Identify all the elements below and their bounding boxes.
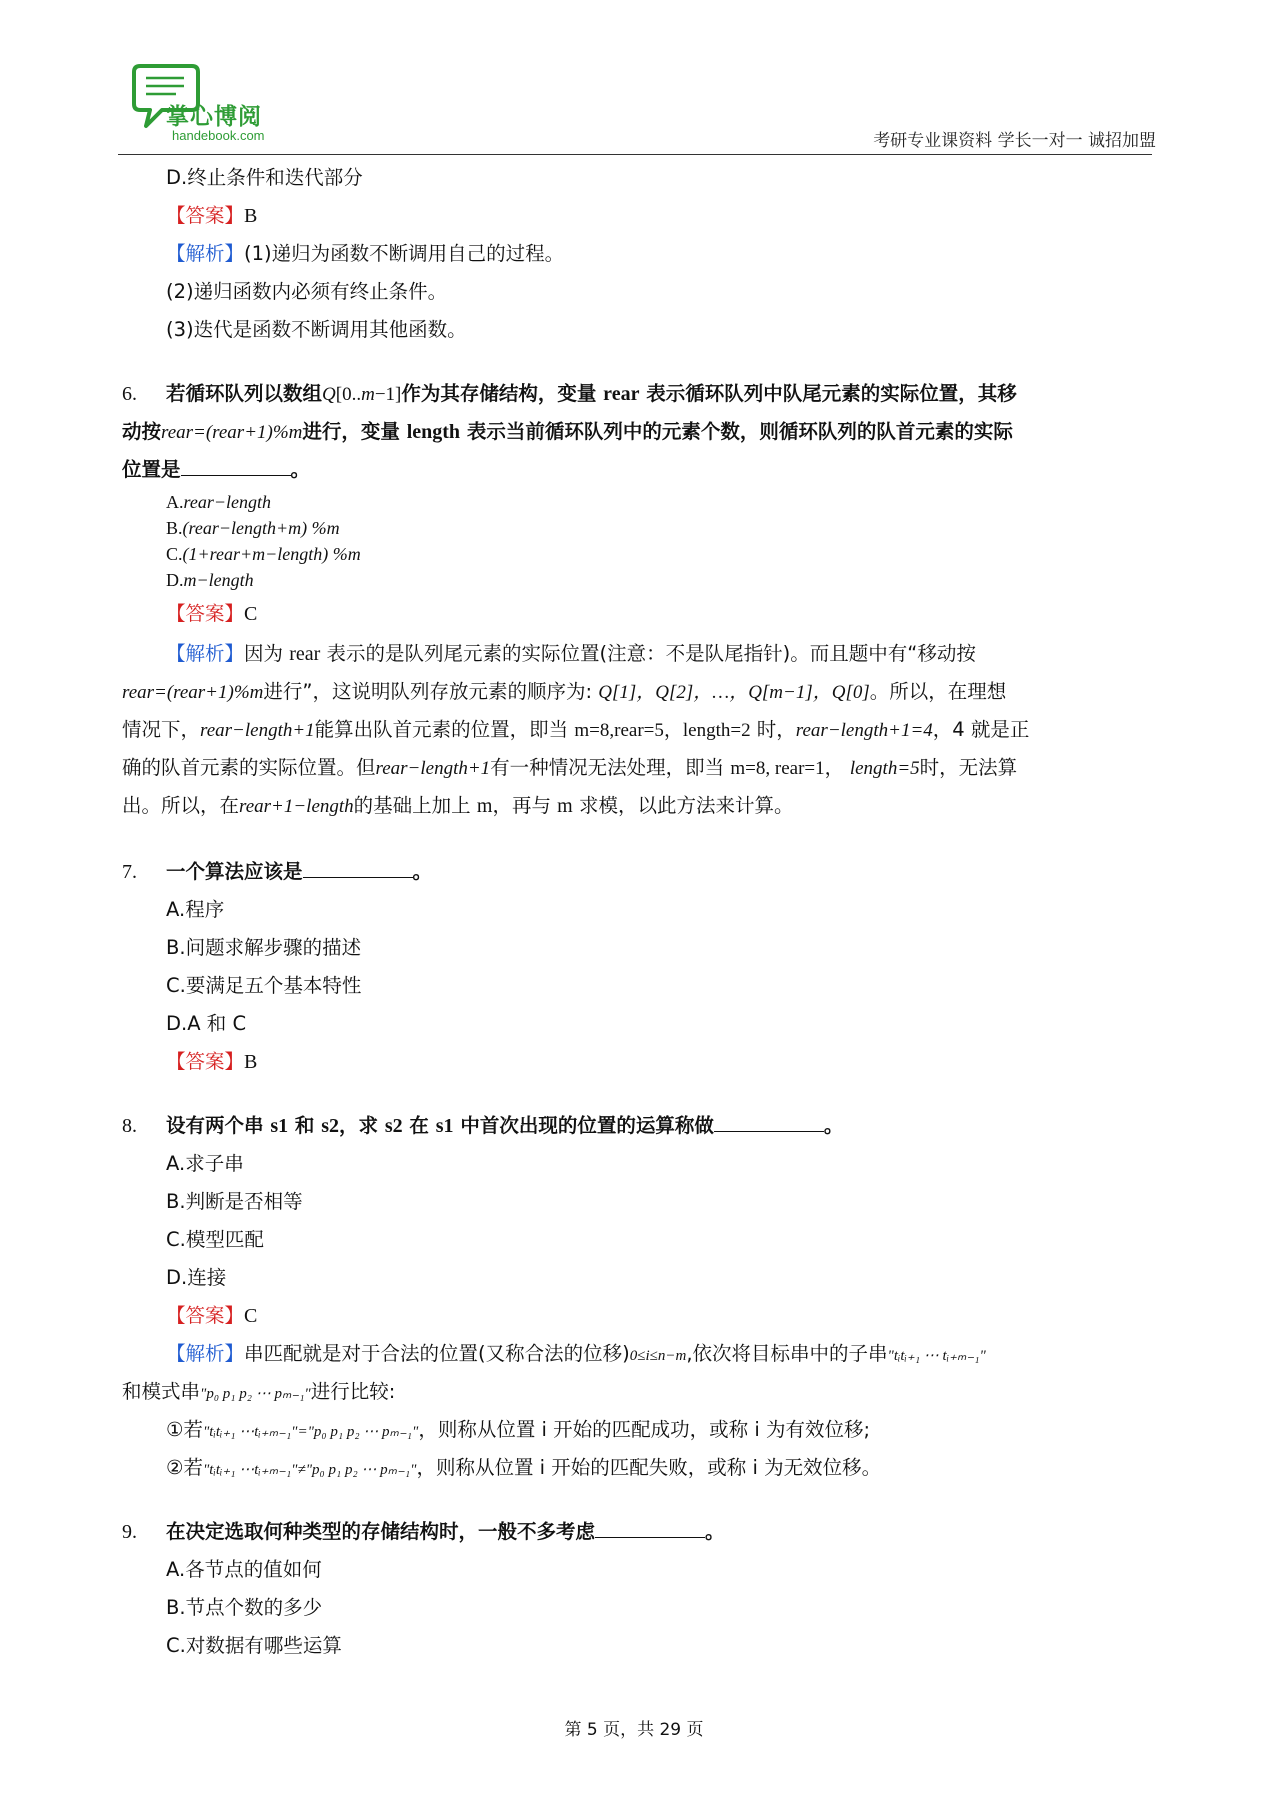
- q8-option-c: C.模型匹配: [166, 1228, 264, 1251]
- option-expr: rear−length: [183, 492, 271, 512]
- option-label: D.: [166, 570, 184, 590]
- handebook-logo: [132, 60, 332, 152]
- q8-text: 设有两个串: [166, 1114, 264, 1137]
- option-expr: m−length: [183, 570, 254, 590]
- header-tagline: 考研专业课资料 学长一对一 诚招加盟: [873, 131, 1156, 151]
- explain-text: ，再与: [492, 794, 551, 817]
- q7-stem: [166, 858, 432, 886]
- q8-explain-line-1: [166, 1340, 986, 1370]
- head-expr: rear−length+1: [375, 758, 491, 779]
- m-term: m: [557, 795, 573, 817]
- explain-tag: 【解析】: [166, 1342, 245, 1365]
- rear-term: rear: [603, 383, 640, 405]
- example-length: length=5: [849, 758, 920, 779]
- explain-text: 有一种情况无法处理，即当: [490, 756, 725, 779]
- q6-answer-line: [166, 600, 257, 628]
- explain-text: 求模，以此方法来计算。: [578, 794, 794, 817]
- math-minus-one: −1]: [374, 384, 402, 405]
- option-label: B.: [166, 518, 183, 538]
- q6-option-d: [166, 568, 254, 592]
- string-s2: s2: [321, 1115, 340, 1137]
- explain-text: ②若: [166, 1456, 203, 1479]
- option-expr: (rear−length+m) %m: [182, 518, 340, 538]
- explain-text: 和模式串: [122, 1380, 201, 1403]
- explain-text: 时，: [756, 718, 796, 741]
- answer-value: C: [244, 603, 258, 625]
- q7-option-d: D.A 和 C: [166, 1012, 247, 1035]
- logo-url-text: handebook.com: [172, 128, 265, 143]
- q6-option-c: [166, 542, 361, 566]
- q6-explain-line-5: [122, 792, 793, 821]
- option-label: A.: [166, 492, 184, 512]
- option-label: C.: [166, 544, 183, 564]
- explain-text: 进行比较:: [310, 1380, 396, 1403]
- string-s1: s1: [270, 1115, 289, 1137]
- q6-explain-line-2: [122, 678, 1006, 707]
- q8-text: 在: [409, 1114, 429, 1137]
- q9-option-a: A.各节点的值如何: [166, 1558, 322, 1581]
- head-expr-result: rear−length+1=4: [795, 720, 933, 741]
- pattern-string: "p₀ p₁ p₂ ⋯ pₘ₋₁": [200, 1386, 311, 1402]
- option-expr: (1+rear+m−length) %m: [182, 544, 361, 564]
- prev-explain-line-1: [166, 240, 564, 268]
- q8-explain-line-2: [122, 1378, 395, 1408]
- q7-option-a: A.程序: [166, 898, 225, 921]
- q6-explain-line-3: [122, 716, 1029, 745]
- match-equality: "tᵢtᵢ₊₁ ⋯tᵢ₊ₘ₋₁"="p₀ p₁ p₂ ⋯ pₘ₋₁": [202, 1424, 419, 1440]
- answer-blank: [303, 859, 413, 878]
- explain-text: ，则称从位置 i 开始的匹配成功，或称 i 为有效位移;: [418, 1418, 871, 1441]
- q8-text: 和: [294, 1114, 315, 1137]
- q8-text: 。: [823, 1114, 844, 1137]
- explain-text: 表示的是队列尾元素的实际位置(注意：不是队尾指针)。而且题中有“移动按: [326, 642, 976, 665]
- explain-text: 串匹配就是对于合法的位置(又称合法的位移): [244, 1342, 630, 1365]
- q7-text: 一个算法应该是: [166, 860, 303, 883]
- q8-option-d: D.连接: [166, 1266, 227, 1289]
- example-values: m=8, rear=1，: [730, 758, 844, 779]
- explain-text: 的基础上加上: [353, 794, 471, 817]
- q8-option-a: A.求子串: [166, 1152, 244, 1175]
- answer-blank: [181, 457, 291, 476]
- explain-text: ，4 就是正: [932, 718, 1030, 741]
- page-number: 第 5 页，共 29 页: [564, 1720, 704, 1740]
- q6-text: 若循环队列以数组: [166, 382, 323, 405]
- q9-text: 。: [705, 1520, 725, 1543]
- q8-text: ，求: [339, 1114, 379, 1137]
- answer-blank: [714, 1113, 824, 1132]
- explain-text: ，则称从位置 i 开始的匹配失败，或称 i 为无效位移。: [416, 1456, 882, 1479]
- q6-text: 。: [290, 458, 311, 481]
- logo-brand-text: 掌心博阅: [166, 104, 262, 130]
- math-q: Q: [322, 384, 336, 405]
- explain-text: 因为: [244, 642, 284, 665]
- string-s1: s1: [435, 1115, 454, 1137]
- q6-text: 位置是: [122, 458, 181, 481]
- head-expr: rear+1−length: [239, 796, 354, 817]
- q6-text: 表示循环队列中队尾元素的实际位置，其移: [646, 382, 1017, 405]
- q8-option-b: B.判断是否相等: [166, 1190, 303, 1213]
- q6-text: 动按: [122, 420, 162, 443]
- explain-text: (1)递归为函数不断调用自己的过程。: [244, 242, 565, 265]
- q8-explain-line-3: [166, 1416, 870, 1446]
- rear-term: rear: [289, 643, 321, 665]
- answer-blank: [595, 1519, 705, 1538]
- q6-text: 表示当前循环队列中的元素个数，则循环队列的队首元素的实际: [466, 420, 1013, 443]
- math-m: m: [361, 384, 375, 405]
- q6-stem-line-1: [166, 380, 1017, 409]
- prev-option-d: D.终止条件和迭代部分: [166, 166, 363, 189]
- string-s2: s2: [384, 1115, 403, 1137]
- prev-explain-line-2: (2)递归函数内必须有终止条件。: [166, 280, 448, 303]
- question-number: 7.: [122, 861, 137, 883]
- head-expr: rear−length+1: [200, 720, 315, 741]
- explain-text: 能算出队首元素的位置，即当: [314, 718, 569, 741]
- q7-option-c: C.要满足五个基本特性: [166, 974, 362, 997]
- prev-answer-line: [166, 202, 257, 230]
- q9-option-b: B.节点个数的多少: [166, 1596, 323, 1619]
- q6-text: 作为其存储结构，变量: [401, 382, 597, 405]
- answer-value: B: [244, 205, 258, 227]
- question-number: 8.: [122, 1115, 137, 1137]
- shift-range: 0≤i≤n−m: [629, 1348, 687, 1364]
- q9-text: 在决定选取何种类型的存储结构时，一般不多考虑: [166, 1520, 596, 1543]
- length-term: length: [406, 421, 461, 443]
- q6-text: 进行，变量: [302, 420, 400, 443]
- q6-stem-line-3: [122, 456, 310, 484]
- answer-tag: 【答案】: [166, 204, 245, 227]
- q7-option-b: B.问题求解步骤的描述: [166, 936, 362, 959]
- match-inequality: "tᵢtᵢ₊₁ ⋯tᵢ₊ₘ₋₁"≠"p₀ p₁ p₂ ⋯ pₘ₋₁": [202, 1462, 417, 1478]
- explain-text: 情况下，: [122, 718, 201, 741]
- q6-stem-line-2: [122, 418, 1013, 447]
- prev-explain-line-3: (3)迭代是函数不断调用其他函数。: [166, 318, 467, 341]
- explain-text: 出。所以，在: [122, 794, 240, 817]
- q6-option-a: [166, 490, 271, 514]
- explain-text: ①若: [166, 1418, 203, 1441]
- rear-update-expr: rear=(rear+1)%m: [161, 422, 303, 443]
- answer-tag: 【答案】: [166, 1050, 245, 1073]
- answer-tag: 【答案】: [166, 602, 245, 625]
- explain-text: ,依次将目标串中的子串: [686, 1342, 888, 1365]
- question-number: 6.: [122, 383, 137, 405]
- q9-option-c: C.对数据有哪些运算: [166, 1634, 342, 1657]
- q7-answer-line: [166, 1048, 257, 1076]
- rear-update-expr: rear=(rear+1)%m: [122, 682, 264, 703]
- q9-stem: [166, 1518, 725, 1546]
- m-term: m: [476, 795, 493, 817]
- explain-text: 时，无法算: [919, 756, 1018, 779]
- example-values: m=8,rear=5，length=2: [574, 720, 751, 741]
- q8-answer-line: [166, 1302, 257, 1330]
- q8-text: 中首次出现的位置的运算称做: [460, 1114, 714, 1137]
- question-number: 9.: [122, 1521, 137, 1543]
- explain-text: 进行”，这说明队列存放元素的顺序为:: [263, 680, 593, 703]
- queue-order-seq: Q[1]，Q[2]，…，Q[m−1]，Q[0]: [598, 682, 870, 703]
- q8-explain-line-4: [166, 1454, 881, 1484]
- explain-tag: 【解析】: [166, 642, 245, 665]
- answer-value: B: [244, 1051, 258, 1073]
- answer-value: C: [244, 1305, 258, 1327]
- q6-option-b: [166, 516, 340, 540]
- q7-text: 。: [412, 860, 433, 883]
- explain-tag: 【解析】: [166, 242, 245, 265]
- q8-stem: [166, 1112, 843, 1140]
- math-range: [0..: [335, 384, 362, 405]
- q6-explain-line-4: [122, 754, 1017, 783]
- explain-text: 确的队首元素的实际位置。但: [122, 756, 376, 779]
- explain-text: 。所以，在理想: [869, 680, 1007, 703]
- header-divider: [118, 154, 1152, 155]
- q6-explain-line-1: [166, 640, 976, 668]
- answer-tag: 【答案】: [166, 1304, 245, 1327]
- target-substring: "tᵢtᵢ₊₁ ⋯ tᵢ₊ₘ₋₁": [887, 1348, 986, 1364]
